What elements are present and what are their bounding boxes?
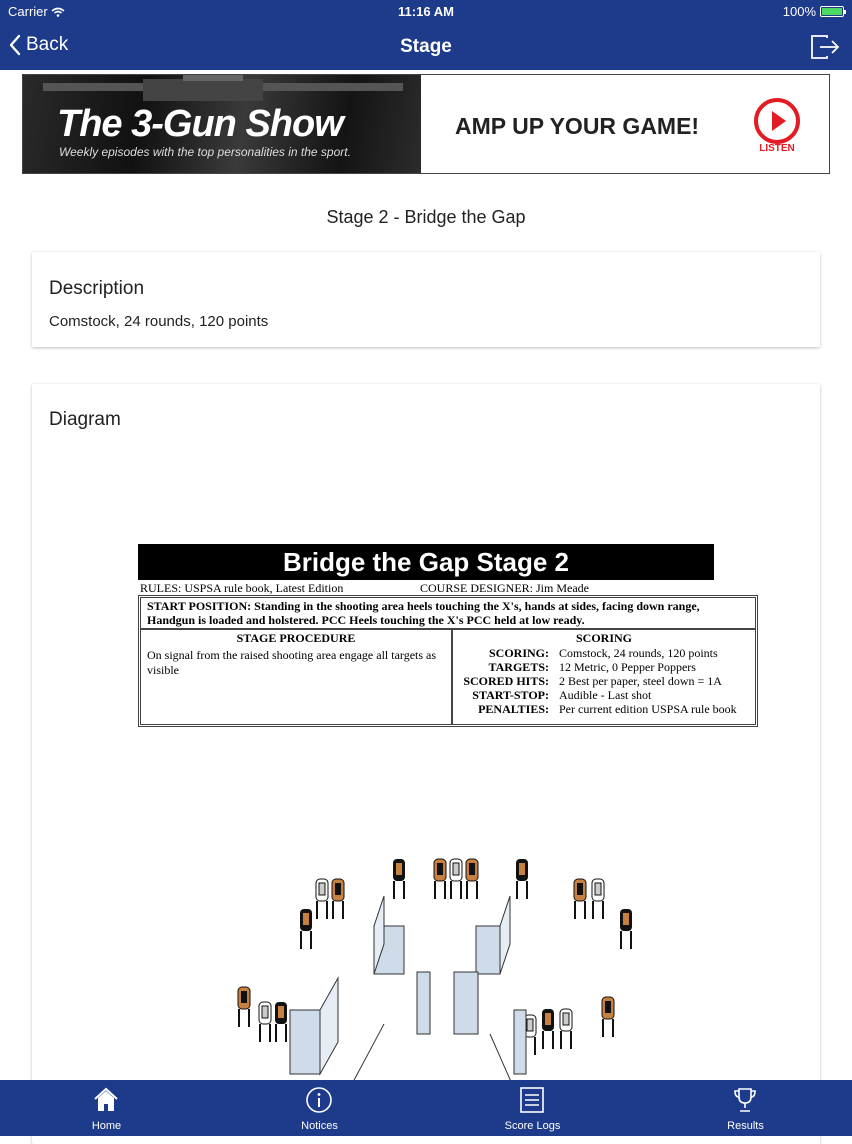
- stage-procedure: [141, 630, 453, 724]
- logout-button[interactable]: [810, 34, 840, 65]
- scoring-row: START-STOP: Audible - Last shot: [472, 688, 652, 702]
- list-icon: [518, 1086, 546, 1114]
- battery-indicator: 100%: [783, 4, 844, 19]
- stage-diagram[interactable]: [138, 544, 762, 727]
- description-text: Comstock, 24 rounds, 120 points: [49, 313, 269, 330]
- diagram-heading: Diagram: [49, 409, 121, 430]
- stage-title: Stage 2 - Bridge the Gap: [326, 207, 526, 227]
- tab-bar: [0, 1080, 852, 1136]
- scoring-row: SCORED HITS: 2 Best per paper, steel down = 1A: [463, 674, 722, 688]
- designer-text: COURSE DESIGNER: Jim Meade: [420, 581, 589, 595]
- back-button[interactable]: Back: [8, 34, 68, 56]
- diagram-card: [32, 384, 820, 1144]
- tab-score-logs[interactable]: Score Logs: [426, 1080, 639, 1136]
- battery-icon: [820, 6, 844, 17]
- info-icon: [305, 1086, 333, 1114]
- status-bar: [0, 0, 852, 24]
- page-title: Stage: [400, 36, 452, 57]
- play-icon[interactable]: [753, 97, 801, 145]
- listen-label: LISTEN: [759, 143, 795, 154]
- start-position: START POSITION: Standing in the shooting area heels touching the X's, hands at sides, facing down range, Handgun is loaded and holstered. PCC Heels touching the X's PCC held at low ready.: [141, 598, 755, 630]
- status-time: 11:16 AM: [398, 4, 454, 19]
- tab-notices[interactable]: Notices: [213, 1080, 426, 1136]
- navigation-bar: [0, 24, 852, 70]
- show-tagline: Weekly episodes with the top personalities in the sport.: [59, 145, 351, 159]
- banner-image: [23, 75, 421, 173]
- logout-icon: [810, 34, 840, 60]
- banner-cta: AMP UP YOUR GAME!: [455, 113, 700, 139]
- rules-text: RULES: USPSA rule book, Latest Edition: [140, 581, 344, 595]
- procedure-text: On signal from the raised shooting area engage all targets as visible: [147, 648, 437, 677]
- ad-banner[interactable]: [22, 74, 830, 174]
- procedure-heading: STAGE PROCEDURE: [236, 631, 356, 645]
- show-title: The 3-Gun Show: [57, 103, 343, 145]
- tab-home[interactable]: Home: [0, 1080, 213, 1136]
- carrier-label: Carrier: [8, 4, 65, 19]
- home-icon: [92, 1086, 120, 1114]
- diagram-title: Bridge the Gap Stage 2: [138, 544, 714, 580]
- scoring-row: SCORING: Comstock, 24 rounds, 120 points: [488, 646, 718, 660]
- description-heading: Description: [49, 278, 145, 299]
- stage-layout-drawing: [32, 844, 820, 1084]
- diagram-rules-row: [138, 580, 762, 595]
- scoring-row: PENALTIES: Per current edition USPSA rule book: [478, 702, 737, 716]
- description-card: [32, 252, 820, 347]
- scoring-section: [453, 630, 755, 724]
- scoring-heading: SCORING: [575, 631, 632, 645]
- scoring-row: TARGETS: 12 Metric, 0 Pepper Poppers: [488, 660, 696, 674]
- trophy-icon: [731, 1086, 759, 1114]
- stage-info-box: [138, 595, 758, 727]
- tab-results[interactable]: Results: [639, 1080, 852, 1136]
